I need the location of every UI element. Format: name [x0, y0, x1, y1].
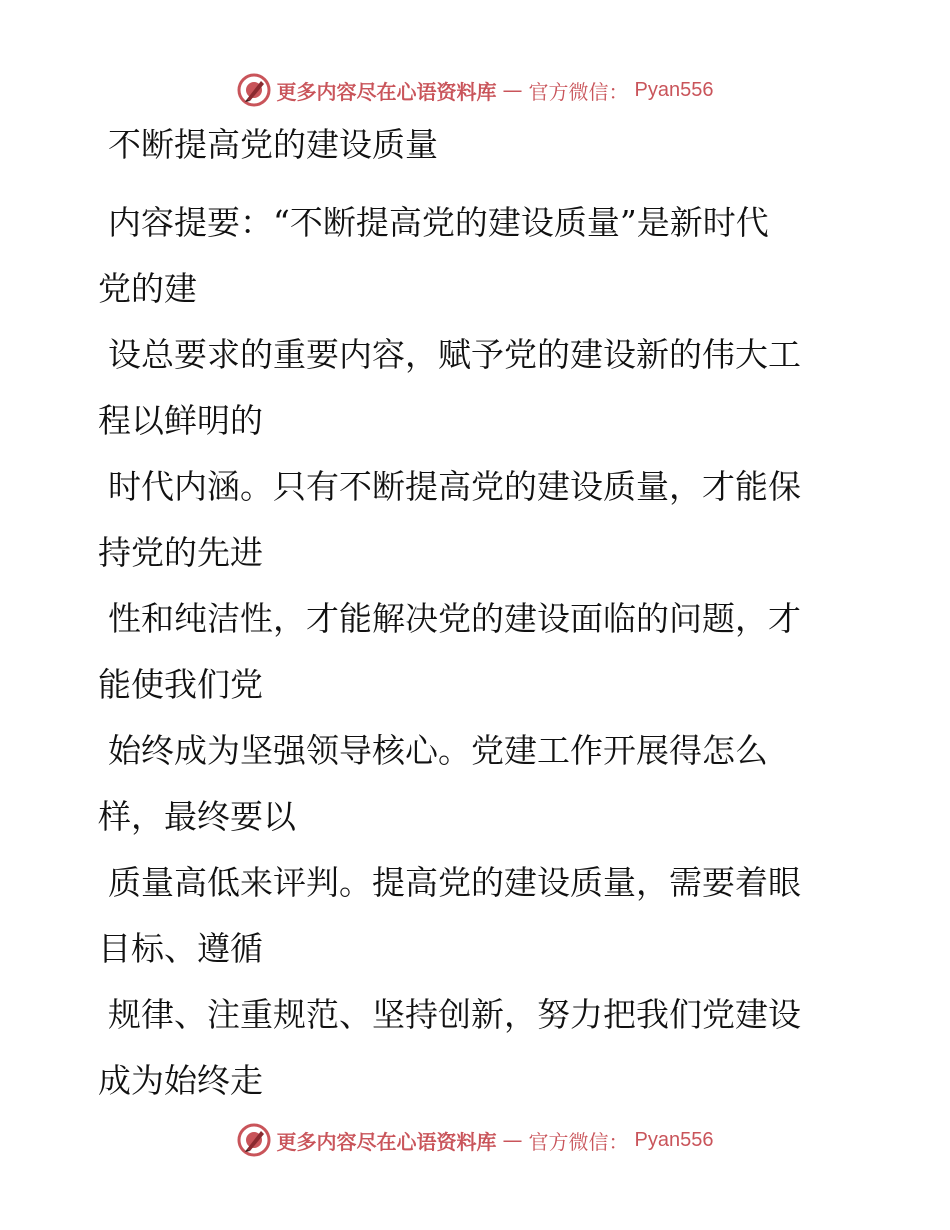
paragraph — [98, 718, 838, 850]
paragraph-line: 始终成为坚强领导核心。党建工作开展得怎么 — [108, 731, 768, 770]
paragraph-line: 能使我们党 — [98, 665, 263, 704]
header-watermark — [0, 70, 950, 110]
watermark-wechat-id: Pyan556 — [634, 78, 714, 101]
pen-logo-icon — [237, 1123, 271, 1157]
paragraph-line: 质量高低来评判。提高党的建设质量，需要着眼 — [108, 863, 801, 902]
document-body — [98, 120, 838, 1114]
paragraph-line: 规律、注重规范、坚持创新，努力把我们党建设 — [108, 995, 801, 1034]
watermark-dash: — — [502, 1128, 523, 1152]
footer-watermark — [0, 1120, 950, 1160]
paragraph — [98, 586, 838, 718]
watermark-brand: 更多内容尽在心语资料库 — [276, 79, 497, 104]
pen-logo-icon — [237, 73, 271, 107]
paragraph-line: 内容提要：“不断提高党的建设质量”是新时代 — [108, 203, 769, 242]
paragraph — [98, 322, 838, 454]
paragraph-line: 设总要求的重要内容，赋予党的建设新的伟大工 — [108, 335, 801, 374]
watermark-wechat-label: 官方微信： — [528, 79, 629, 104]
paragraph-line: 性和纯洁性，才能解决党的建设面临的问题，才 — [108, 599, 801, 638]
watermark-brand: 更多内容尽在心语资料库 — [276, 1129, 497, 1154]
paragraph-line: 样，最终要以 — [98, 797, 296, 836]
document-title: 不断提高党的建设质量 — [108, 125, 438, 164]
watermark-wechat-label: 官方微信： — [528, 1129, 629, 1154]
paragraph — [98, 454, 838, 586]
watermark-dash: — — [502, 78, 523, 102]
paragraph-line: 持党的先进 — [98, 533, 263, 572]
paragraph — [98, 850, 838, 982]
paragraph-line: 成为始终走 — [98, 1061, 263, 1100]
paragraph-line: 目标、遵循 — [98, 929, 263, 968]
paragraph-line: 党的建 — [98, 269, 197, 308]
paragraph-line: 程以鲜明的 — [98, 401, 263, 440]
watermark-wechat-id: Pyan556 — [634, 1128, 714, 1151]
paragraph — [98, 190, 838, 322]
paragraph — [98, 982, 838, 1114]
paragraph-line: 时代内涵。只有不断提高党的建设质量，才能保 — [108, 467, 801, 506]
